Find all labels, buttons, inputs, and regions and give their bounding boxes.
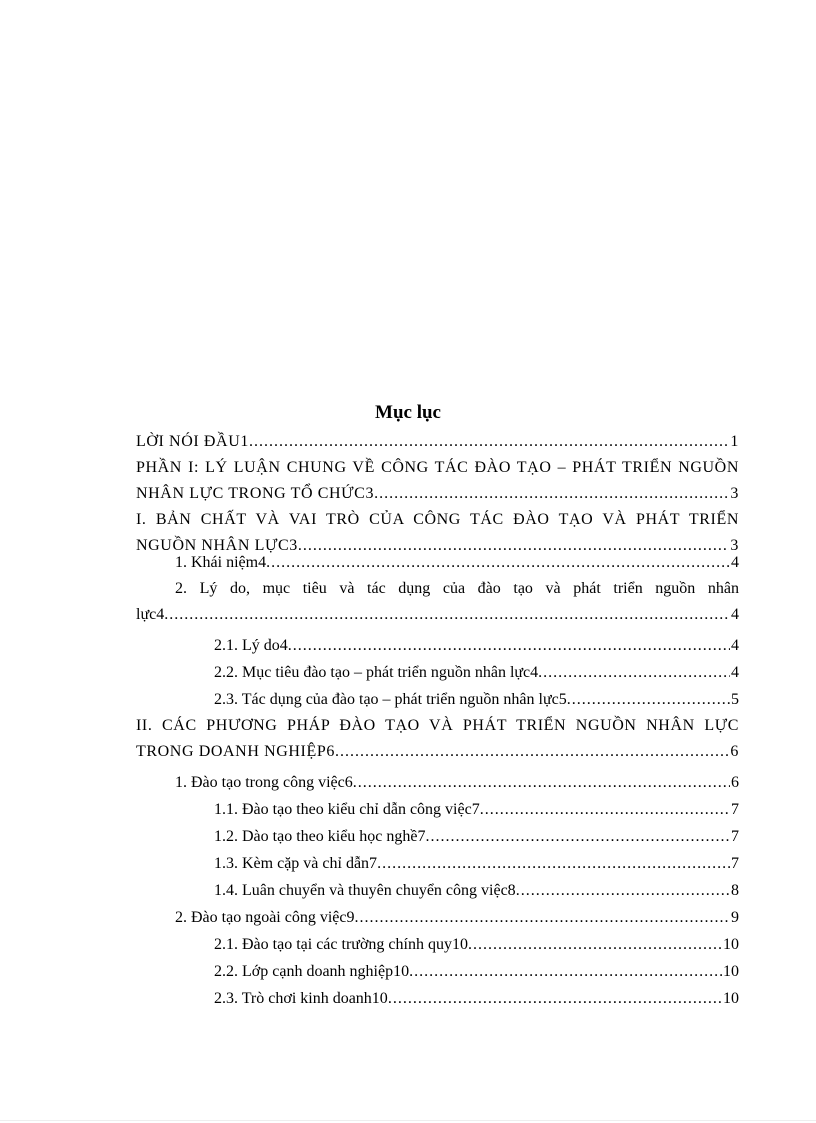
toc-entry-text: 2.1. Lý do4 <box>214 637 288 654</box>
toc-entry[interactable] <box>136 713 739 765</box>
toc-entry-page: 1 <box>730 433 739 450</box>
toc-entry-text: TRONG DOANH NGHIỆP6 <box>136 743 335 760</box>
leader-dots <box>480 797 730 823</box>
toc-entry-line1: 2. Lý do, mục tiêu và tác dụng của đào tạo và phát triển nguồn nhân <box>175 580 739 597</box>
toc-entry-text: 2.3. Tác dụng của đào tạo – phát triển nguồn nhân lực5 <box>214 691 567 708</box>
leader-dots <box>164 602 730 628</box>
toc-title: Mục lục <box>375 402 441 423</box>
toc-entry-text: 1.1. Đào tạo theo kiểu chỉ dẫn công việc7 <box>214 801 480 818</box>
toc-entry[interactable] <box>214 824 739 850</box>
toc-entry-page: 7 <box>731 801 739 818</box>
leader-dots <box>288 633 730 659</box>
toc-entry-page: 5 <box>731 691 739 708</box>
toc-entry-page: 4 <box>731 606 739 623</box>
toc-entry-page: 4 <box>731 664 739 681</box>
leader-dots <box>468 932 722 958</box>
toc-entry-text: 2.2. Lớp cạnh doanh nghiệp10 <box>214 963 410 980</box>
toc-entry[interactable] <box>214 986 739 1012</box>
toc-entry-page: 4 <box>731 637 739 654</box>
toc-entry[interactable] <box>175 770 739 796</box>
leader-dots <box>516 878 730 904</box>
toc-entry[interactable] <box>136 576 739 628</box>
toc-entry-page: 10 <box>723 990 739 1007</box>
leader-dots <box>266 550 730 576</box>
toc-entry-page: 10 <box>723 963 739 980</box>
toc-entry-page: 6 <box>730 743 739 760</box>
toc-entry[interactable] <box>175 550 739 576</box>
toc-entry-page: 4 <box>731 554 739 571</box>
toc-entry-text: 2.3. Trò chơi kinh doanh10 <box>214 990 388 1007</box>
toc-entry[interactable] <box>214 959 739 985</box>
toc-entry[interactable] <box>136 455 739 507</box>
toc-entry-text: 2. Đào tạo ngoài công việc9 <box>175 909 355 926</box>
toc-entry-page: 10 <box>723 936 739 953</box>
toc-entry-page: 9 <box>731 909 739 926</box>
leader-dots <box>377 851 730 877</box>
leader-dots <box>353 770 730 796</box>
toc-entry-text: LỜI NÓI ĐẦU1 <box>136 433 249 450</box>
leader-dots <box>335 739 729 765</box>
toc-entry[interactable] <box>214 851 739 877</box>
toc-entry[interactable] <box>214 932 739 958</box>
toc-entry-text: 1. Khái niệm4 <box>175 554 267 571</box>
toc-entry-page: 3 <box>730 537 739 554</box>
toc-entry-page: 7 <box>731 855 739 872</box>
toc-entry[interactable] <box>214 878 739 904</box>
toc-entry-text: 1.3. Kèm cặp và chỉ dẫn7 <box>214 855 378 872</box>
toc-entry-page: 3 <box>730 485 739 502</box>
leader-dots <box>426 824 731 850</box>
toc-entry-text: 1.2. Dào tạo theo kiểu học nghề7 <box>214 828 426 845</box>
toc-entry-text: 2.2. Mục tiêu đào tạo – phát triển nguồn nhân lực4 <box>214 664 539 681</box>
leader-dots <box>388 986 722 1012</box>
leader-dots <box>355 905 731 931</box>
toc-entry-text: NGUỒN NHÂN LỰC3 <box>136 537 298 554</box>
leader-dots <box>374 481 729 507</box>
toc-entry[interactable] <box>214 660 739 686</box>
toc-entry-page: 8 <box>731 882 739 899</box>
leader-dots <box>249 429 729 455</box>
leader-dots <box>538 660 730 686</box>
leader-dots <box>567 687 730 713</box>
toc-entry-line1: I. BẢN CHẤT VÀ VAI TRÒ CỦA CÔNG TÁC ĐÀO TẠO VÀ PHÁT TRIỂN <box>136 511 739 528</box>
toc-entry[interactable] <box>214 687 739 713</box>
leader-dots <box>409 959 722 985</box>
toc-entry-line1: PHẦN I: LÝ LUẬN CHUNG VỀ CÔNG TÁC ĐÀO TẠO – PHÁT TRIỂN NGUỒN <box>136 459 739 476</box>
toc-entry-text: 2.1. Đào tạo tại các trường chính quy10 <box>214 936 468 953</box>
page-bottom-edge <box>0 1120 816 1121</box>
toc-entry[interactable] <box>214 633 739 659</box>
toc-entry-line1: II. CÁC PHƯƠNG PHÁP ĐÀO TẠO VÀ PHÁT TRIỂN NGUỒN NHÂN LỰC <box>136 717 739 734</box>
toc-entry-text: 1.4. Luân chuyển và thuyên chuyển công việc8 <box>214 882 516 899</box>
toc-entry[interactable] <box>136 429 739 455</box>
toc-entry[interactable] <box>175 905 739 931</box>
toc-entry-page: 6 <box>731 774 739 791</box>
toc-entry-text: NHÂN LỰC TRONG TỔ CHỨC3 <box>136 485 375 502</box>
toc-entry-page: 7 <box>731 828 739 845</box>
toc-entry-text: 1. Đào tạo trong công việc6 <box>175 774 353 791</box>
toc-entry[interactable] <box>214 797 739 823</box>
toc-entry-text: lực4 <box>136 606 165 623</box>
